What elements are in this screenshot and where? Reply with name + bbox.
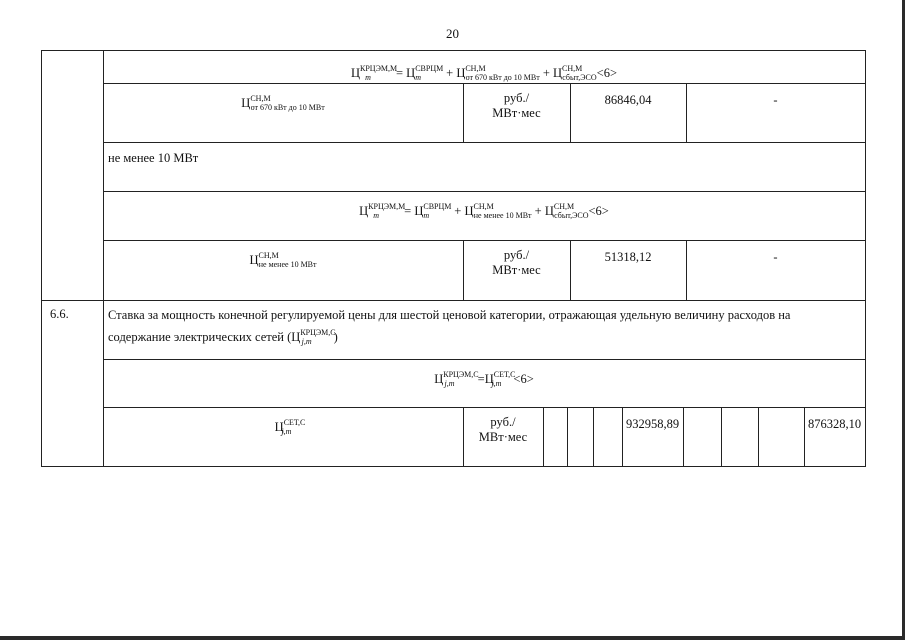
vline bbox=[570, 240, 571, 300]
value-dash: - bbox=[773, 93, 778, 107]
unit-line: руб./ bbox=[503, 248, 530, 262]
page-number: 20 bbox=[446, 26, 459, 41]
value-86846: 86846,04 bbox=[604, 93, 652, 107]
unit-cell bbox=[463, 415, 543, 445]
symbol-670kw-10mw: $Ц^{СН,М}_{от 670 кВт до 10 МВт}$ bbox=[241, 94, 325, 112]
hline bbox=[103, 240, 865, 241]
unit-cell bbox=[463, 91, 570, 121]
vline bbox=[570, 83, 571, 142]
unit-cell bbox=[463, 248, 570, 278]
vline bbox=[683, 407, 684, 466]
vline bbox=[593, 407, 594, 466]
item-number-6-6: 6.6. bbox=[50, 307, 69, 321]
unit-line: руб./ bbox=[503, 91, 530, 105]
hline bbox=[103, 359, 865, 360]
hline bbox=[103, 142, 865, 143]
hline bbox=[103, 407, 865, 408]
value-876328: 876328,10 bbox=[807, 417, 862, 431]
unit-line: МВт·мес bbox=[492, 263, 541, 277]
tariff-table bbox=[41, 50, 866, 467]
symbol-network-rate: $Ц^{СЕТ,С}_{j,m}$ bbox=[274, 418, 306, 436]
description-6-6 bbox=[108, 307, 860, 350]
hline bbox=[42, 300, 865, 301]
unit-line: МВт·мес bbox=[492, 106, 541, 120]
vline bbox=[804, 407, 805, 466]
vline bbox=[686, 83, 687, 142]
unit-line: руб./ bbox=[490, 415, 516, 429]
vline bbox=[622, 407, 623, 466]
vline bbox=[721, 407, 722, 466]
value-51318: 51318,12 bbox=[604, 250, 652, 264]
hline bbox=[103, 191, 865, 192]
description-line: Ставка за мощность конечной регулируемой цены для шестой ценовой категории, отражающая удельную величину расходов на bbox=[108, 308, 791, 322]
formula-min-10mw: $Ц^{КРЦЭМ,М}_m = Ц^{СВРЦМ}_m + Ц^{СН,М}_{не менее 10 МВт} + Ц^{СН,М}_{сбыт,ЭСО}<6>$ bbox=[359, 202, 609, 220]
vline bbox=[758, 407, 759, 466]
value-dash: - bbox=[773, 250, 778, 264]
heading-min-10mw: не менее 10 МВт bbox=[108, 151, 199, 165]
vline bbox=[543, 407, 544, 466]
value-932958: 932958,89 bbox=[625, 417, 680, 431]
vline bbox=[567, 407, 568, 466]
symbol-min-10mw: $Ц^{СН,М}_{не менее 10 МВт}$ bbox=[249, 251, 317, 269]
formula-network-rate: $Ц^{КРЦЭМ,С}_{j,m} =Ц^{СЕТ,С}_{j,m} <6>$ bbox=[434, 370, 534, 388]
description-line: содержание электрических сетей ($Ц^{КРЦЭМ,С}_{j,m}$ ) bbox=[108, 328, 338, 346]
formula-670kw-10mw: $Ц^{КРЦЭМ,М}_m = Ц^{СВРЦМ}_m + Ц^{СН,М}_{от 670 кВт до 10 МВт} + Ц^{СН,М}_{сбыт,ЭСО}<6>$ bbox=[350, 64, 618, 82]
unit-line: МВт·мес bbox=[478, 430, 528, 444]
vline bbox=[686, 240, 687, 300]
scan-edge-bottom bbox=[0, 636, 905, 640]
